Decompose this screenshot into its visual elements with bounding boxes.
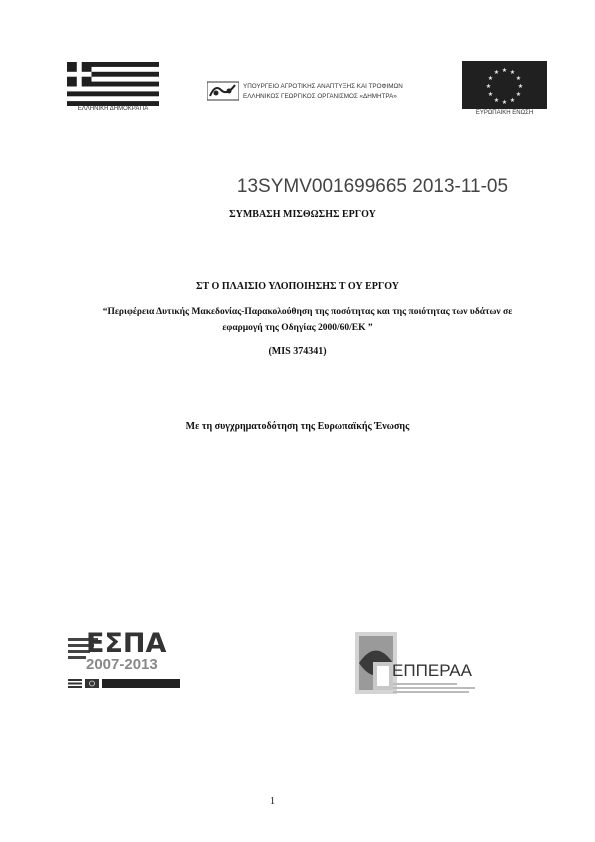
- svg-text:★: ★: [487, 91, 494, 98]
- eu-flag-logo: [462, 61, 547, 109]
- page-number: 1: [270, 796, 275, 807]
- ministry-logo: [207, 80, 412, 104]
- svg-text:★: ★: [501, 99, 508, 106]
- svg-text:★: ★: [515, 75, 522, 82]
- ministry-name-line2: ΕΛΛΗΝΙΚΟΣ ΓΕΩΡΓΙΚΟΣ ΟΡΓΑΝΙΣΜΟΣ «ΔΗΜΗΤΡΑ»: [243, 93, 397, 100]
- cofinancing-statement: Με τη συγχρηματοδότηση της Ευρωπαϊκής Ένωσης: [185, 421, 410, 432]
- svg-text:★: ★: [509, 97, 516, 104]
- greek-flag-icon: [67, 62, 159, 106]
- epperaa-emblem-icon: [355, 632, 397, 694]
- svg-text:★: ★: [515, 91, 522, 98]
- contract-title: ΣΥΜΒΑΣΗ ΜΙΣΘΩΣΗΣ ΕΡΓΟΥ: [229, 209, 376, 220]
- espa-bottom-strip: [68, 675, 180, 684]
- svg-text:★: ★: [493, 97, 500, 104]
- ministry-name-line1: ΥΠΟΥΡΓΕΙΟ ΑΓΡΟΤΙΚΗΣ ΑΝΑΠΤΥΞΗΣ ΚΑΙ ΤΡΟΦΙΜΩΝ: [243, 83, 403, 90]
- svg-text:★: ★: [509, 69, 516, 76]
- epperaa-logo-text: ΕΠΠΕΡΑΑ: [392, 661, 472, 680]
- ministry-emblem-icon: [207, 80, 239, 102]
- svg-text:★: ★: [487, 75, 494, 82]
- espa-logo-text: ΕΣΠΑ: [86, 628, 167, 659]
- epperaa-logo: [355, 632, 485, 694]
- greek-republic-caption: ΕΛΛΗΝΙΚΗ ΔΗΜΟΚΡΑΤΙΑ: [77, 106, 149, 112]
- document-stamp-code: 13SYMV001699665 2013-11-05: [236, 176, 509, 197]
- svg-text:★: ★: [517, 83, 524, 90]
- espa-flags-strip-icon: [68, 679, 180, 688]
- espa-logo: [68, 628, 180, 686]
- project-title-line1: “Περιφέρεια Δυτικής Μακεδονίας-Παρακολούθηση της ποσότητας και της ποιότητας των υδάτων σε: [102, 307, 513, 317]
- espa-years: 2007-2013: [86, 656, 158, 673]
- mis-code: (MIS 374341): [268, 346, 327, 357]
- project-title-line2: εφαρμογή της Οδηγίας 2000/60/ΕΚ ”: [222, 323, 373, 333]
- greek-flag-logo: [67, 62, 159, 106]
- svg-text:★: ★: [501, 67, 508, 74]
- svg-text:★: ★: [493, 69, 500, 76]
- framework-heading: ΣΤ Ο ΠΛΑΙΣΙΟ ΥΛΟΠΟΙΗΣΗΣ Τ ΟΥ ΕΡΓΟΥ: [196, 281, 399, 292]
- svg-text:★: ★: [485, 83, 492, 90]
- eu-flag-icon: [462, 61, 547, 109]
- eu-caption: ΕΥΡΩΠΑΪΚΗ ΕΝΩΣΗ: [475, 110, 534, 116]
- epperaa-subtext: [393, 681, 481, 693]
